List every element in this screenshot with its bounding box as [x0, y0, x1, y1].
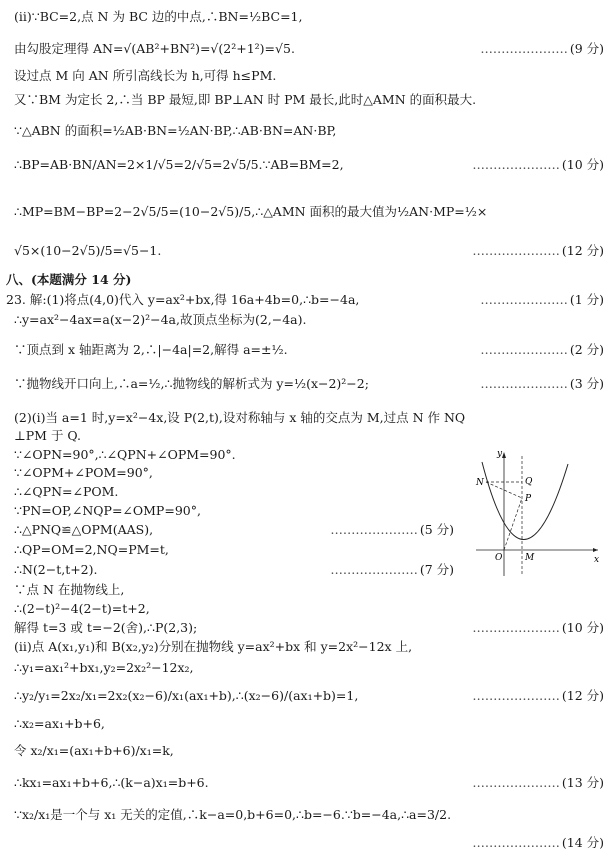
score: ………………… (7 分) — [330, 563, 454, 577]
score: ………………… (10 分) — [472, 158, 604, 172]
text-line: ∴x₂=ax₁+b+6, — [14, 716, 105, 731]
text-line: ∵x₂/x₁是一个与 x₁ 无关的定值,∴k−a=0,b+6=0,∴b=−6.∵b=−4a,∴a=3/2. — [14, 807, 452, 822]
score: ………………… (14 分) — [472, 836, 604, 850]
text-line: ∴△PNQ≌△OPM(AAS), — [14, 522, 154, 537]
text-line: ∵∠OPN=90°,∴∠QPN+∠OPM=90°. — [14, 447, 236, 462]
figure-label: Q — [525, 477, 533, 487]
figure-label: M — [525, 553, 535, 563]
text-line: ∵点 N 在抛物线上, — [14, 582, 125, 597]
text-line: 又∵BM 为定长 2,∴当 BP 最短,即 BP⊥AN 时 PM 最长,此时△AMN 的面积最大. — [14, 92, 477, 107]
text-line: ∵∠OPM+∠POM=90°, — [14, 465, 153, 480]
figure-label: P — [525, 494, 532, 504]
text-line: ∴N(2−t,t+2). — [14, 562, 98, 577]
score: ………………… (9 分) — [480, 42, 604, 56]
text-line: ∴(2−t)²−4(2−t)=t+2, — [14, 601, 150, 616]
section-heading: 八、(本题满分 14 分) — [6, 272, 132, 287]
text-line: ⊥PM 于 Q. — [14, 428, 82, 443]
text-line: (ⅱ)点 A(x₁,y₁)和 B(x₂,y₂)分别在抛物线 y=ax²+bx 和 y=2x²−12x 上, — [14, 639, 413, 654]
text-line: ∵顶点到 x 轴距离为 2,∴|−4a|=2,解得 a=±½. — [14, 342, 288, 357]
score: ………………… (1 分) — [480, 293, 604, 307]
text-line: 由勾股定理得 AN=√(AB²+BN²)=√(2²+1²)=√5. — [14, 41, 295, 56]
text-line: ∴MP=BM−BP=2−2√5/5=(10−2√5)/5,∴△AMN 面积的最大值为½AN·MP=½× — [14, 204, 488, 219]
text-line: ∴BP=AB·BN/AN=2×1/√5=2/√5=2√5/5.∵AB=BM=2, — [14, 157, 344, 172]
text-line: 设过点 M 向 AN 所引高线长为 h,可得 h≤PM. — [14, 68, 277, 83]
text-line: ∵△ABN 的面积=½AB·BN=½AN·BP,∴AB·BN=AN·BP, — [14, 123, 337, 138]
parabola-figure — [474, 446, 602, 580]
segment-op — [504, 498, 522, 550]
text-line: ∴y=ax²−4ax=a(x−2)²−4a,故顶点坐标为(2,−4a). — [14, 312, 307, 327]
score: ………………… (13 分) — [472, 776, 604, 790]
text-line: ∴QP=OM=2,NQ=PM=t, — [14, 542, 169, 557]
text-line: 23. 解:(1)将点(4,0)代入 y=ax²+bx,得 16a+4b=0,∴b=−4a, — [6, 292, 360, 307]
text-line: ∴y₁=ax₁²+bx₁,y₂=2x₂²−12x₂, — [14, 660, 194, 675]
figure-label: y — [497, 449, 503, 459]
score: ………………… (10 分) — [472, 621, 604, 635]
figure-label: x — [594, 555, 600, 565]
text-line: ∵抛物线开口向上,∴a=½,∴抛物线的解析式为 y=½(x−2)²−2; — [14, 376, 369, 391]
text-line: (ⅱ)∵BC=2,点 N 为 BC 边的中点,∴BN=½BC=1, — [14, 9, 303, 24]
x-axis-arrow — [593, 548, 598, 552]
score: ………………… (3 分) — [480, 377, 604, 391]
text-line: √5×(10−2√5)/5=√5−1. — [14, 243, 162, 258]
score: ………………… (5 分) — [330, 523, 454, 537]
text-line: 解得 t=3 或 t=−2(舍),∴P(2,3); — [14, 620, 198, 635]
text-line: ∵PN=OP,∠NQP=∠OMP=90°, — [14, 503, 201, 518]
text-line: ∴y₂/y₁=2x₂/x₁=2x₂(x₂−6)/x₁(ax₁+b),∴(x₂−6)/(ax₁+b)=1, — [14, 688, 359, 703]
score: ………………… (2 分) — [480, 343, 604, 357]
text-line: ∴kx₁=ax₁+b+6,∴(k−a)x₁=b+6. — [14, 775, 209, 790]
figure-label: O — [495, 553, 503, 563]
text-line: (2)(ⅰ)当 a=1 时,y=x²−4x,设 P(2,t),设对称轴与 x 轴的交点为 M,过点 N 作 NQ — [14, 410, 466, 425]
score: ………………… (12 分) — [472, 244, 604, 258]
text-line: 令 x₂/x₁=(ax₁+b+6)/x₁=k, — [14, 743, 174, 758]
figure-label: N — [476, 478, 484, 488]
text-line: ∴∠QPN=∠POM. — [14, 484, 119, 499]
y-axis-arrow — [502, 452, 506, 458]
score: ………………… (12 分) — [472, 689, 604, 703]
